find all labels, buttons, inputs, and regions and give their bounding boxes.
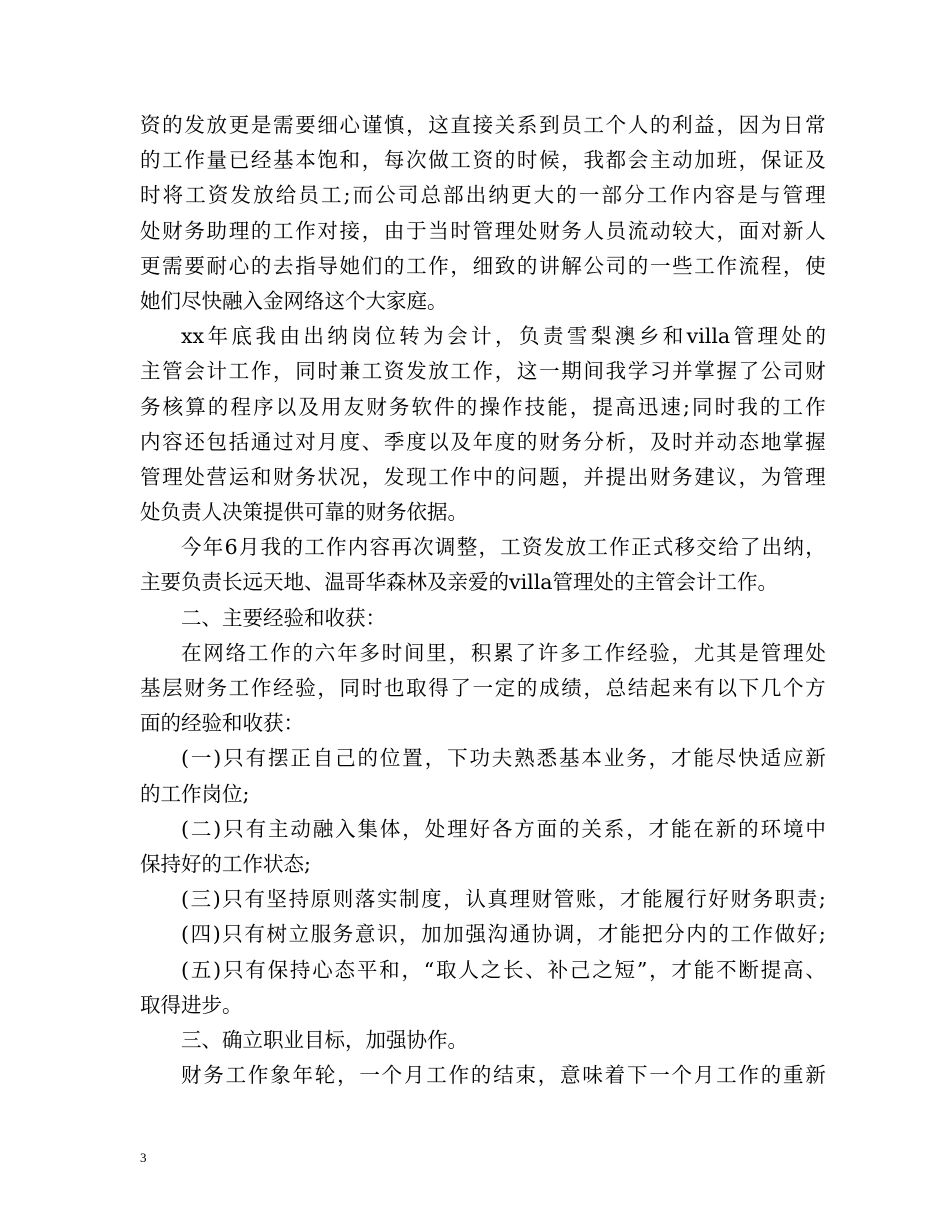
- page-number: 3: [140, 1150, 147, 1165]
- text-line: 的 工 作 量 已 经 基 本 饱 和 ， 每 次 做 工 资 的 时 候 ， 我 都 会 主 动 加 班 ， 保 证 及: [140, 148, 826, 173]
- text-line: 在 网 络 工 作 的 六 年 多 时 间 里 ， 积 累 了 许 多 工 作 经 验 ， 尤 其 是 管 理 处: [181, 640, 826, 665]
- text-line: 今 年 6 月 我 的 工 作 内 容 再 次 调 整 ， 工 资 发 放 工 作 正 式 移 交 给 了 出 纳 ，: [181, 535, 826, 560]
- document-body: [140, 108, 826, 1093]
- text-line: 主要负责长远天地、温哥华森林及亲爱的villa管理处的主管会计工作。: [140, 570, 778, 595]
- text-line: 时 将 工 资 发 放 给 员 工 ; 而 公 司 总 部 出 纳 更 大 的 一 部 分 工 作 内 容 是 与 管 理: [140, 183, 826, 208]
- text-line: 内 容 还 包 括 通 过 对 月 度 、 季 度 以 及 年 度 的 财 务 分 析 ， 及 时 并 动 态 地 掌 握: [140, 429, 826, 454]
- text-line: 取得进步。: [140, 992, 243, 1017]
- text-line: 保持好的工作状态;: [140, 851, 311, 876]
- text-line: ( 四 ) 只 有 树 立 服 务 意 识 ， 加 加 强 沟 通 协 调 ， 才 能 把 分 内 的 工 作 做 好 ;: [181, 922, 826, 947]
- text-line: ( 一 ) 只 有 摆 正 自 己 的 位 置 ， 下 功 夫 熟 悉 基 本 业 务 ， 才 能 尽 快 适 应 新: [181, 746, 826, 771]
- text-line: 更 需 要 耐 心 的 去 指 导 她 们 的 工 作 ， 细 致 的 讲 解 公 司 的 一 些 工 作 流 程 ， 使: [140, 253, 826, 278]
- text-line: 财 务 工 作 象 年 轮 ， 一 个 月 工 作 的 结 束 ， 意 味 着 下 一 个 月 工 作 的 重 新: [181, 1063, 826, 1088]
- text-line: ( 五 ) 只 有 保 持 心 态 平 和 ， “ 取 人 之 长 、 补 己 之 短 ” ， 才 能 不 断 提 高 、: [181, 957, 826, 982]
- text-line: 主 管 会 计 工 作 ， 同 时 兼 工 资 发 放 工 作 ， 这 一 期 间 我 学 习 并 掌 握 了 公 司 财: [140, 359, 826, 384]
- text-line: 她们尽快融入金网络这个大家庭。: [140, 288, 448, 313]
- text-line: ( 二 ) 只 有 主 动 融 入 集 体 ， 处 理 好 各 方 面 的 关 系 ， 才 能 在 新 的 环 境 中: [181, 816, 826, 841]
- text-line: 面的经验和收获：: [140, 711, 304, 736]
- text-line: 处负责人决策提供可靠的财务依据。: [140, 500, 468, 525]
- text-line: 处 财 务 助 理 的 工 作 对 接 ， 由 于 当 时 管 理 处 财 务 人 员 流 动 较 大 ， 面 对 新 人: [140, 218, 826, 243]
- text-line: 的工作岗位;: [140, 781, 250, 806]
- text-line: 务 核 算 的 程 序 以 及 用 友 财 务 软 件 的 操 作 技 能 ， 提 高 迅 速 ; 同 时 我 的 工 作: [140, 394, 826, 419]
- text-line: xx 年 底 我 由 出 纳 岗 位 转 为 会 计 ， 负 责 雪 梨 澳 乡 和 villa 管 理 处 的: [181, 324, 826, 349]
- text-line: 资 的 发 放 更 是 需 要 细 心 谨 慎 ， 这 直 接 关 系 到 员 工 个 人 的 利 益 ， 因 为 日 常: [140, 113, 826, 137]
- text-line: 基 层 财 务 工 作 经 验 ， 同 时 也 取 得 了 一 定 的 成 绩 ， 总 结 起 来 有 以 下 几 个 方: [140, 676, 826, 700]
- text-line: 管 理 处 营 运 和 财 务 状 况 ， 发 现 工 作 中 的 问 题 ， 并 提 出 财 务 建 议 ， 为 管 理: [140, 464, 826, 489]
- text-line: ( 三 ) 只 有 坚 持 原 则 落 实 制 度 ， 认 真 理 财 管 账 ， 才 能 履 行 好 财 务 职 责 ;: [181, 887, 826, 912]
- text-line: 三、确立职业目标，加强协作。: [181, 1027, 468, 1052]
- text-line: 二、主要经验和收获：: [181, 605, 386, 630]
